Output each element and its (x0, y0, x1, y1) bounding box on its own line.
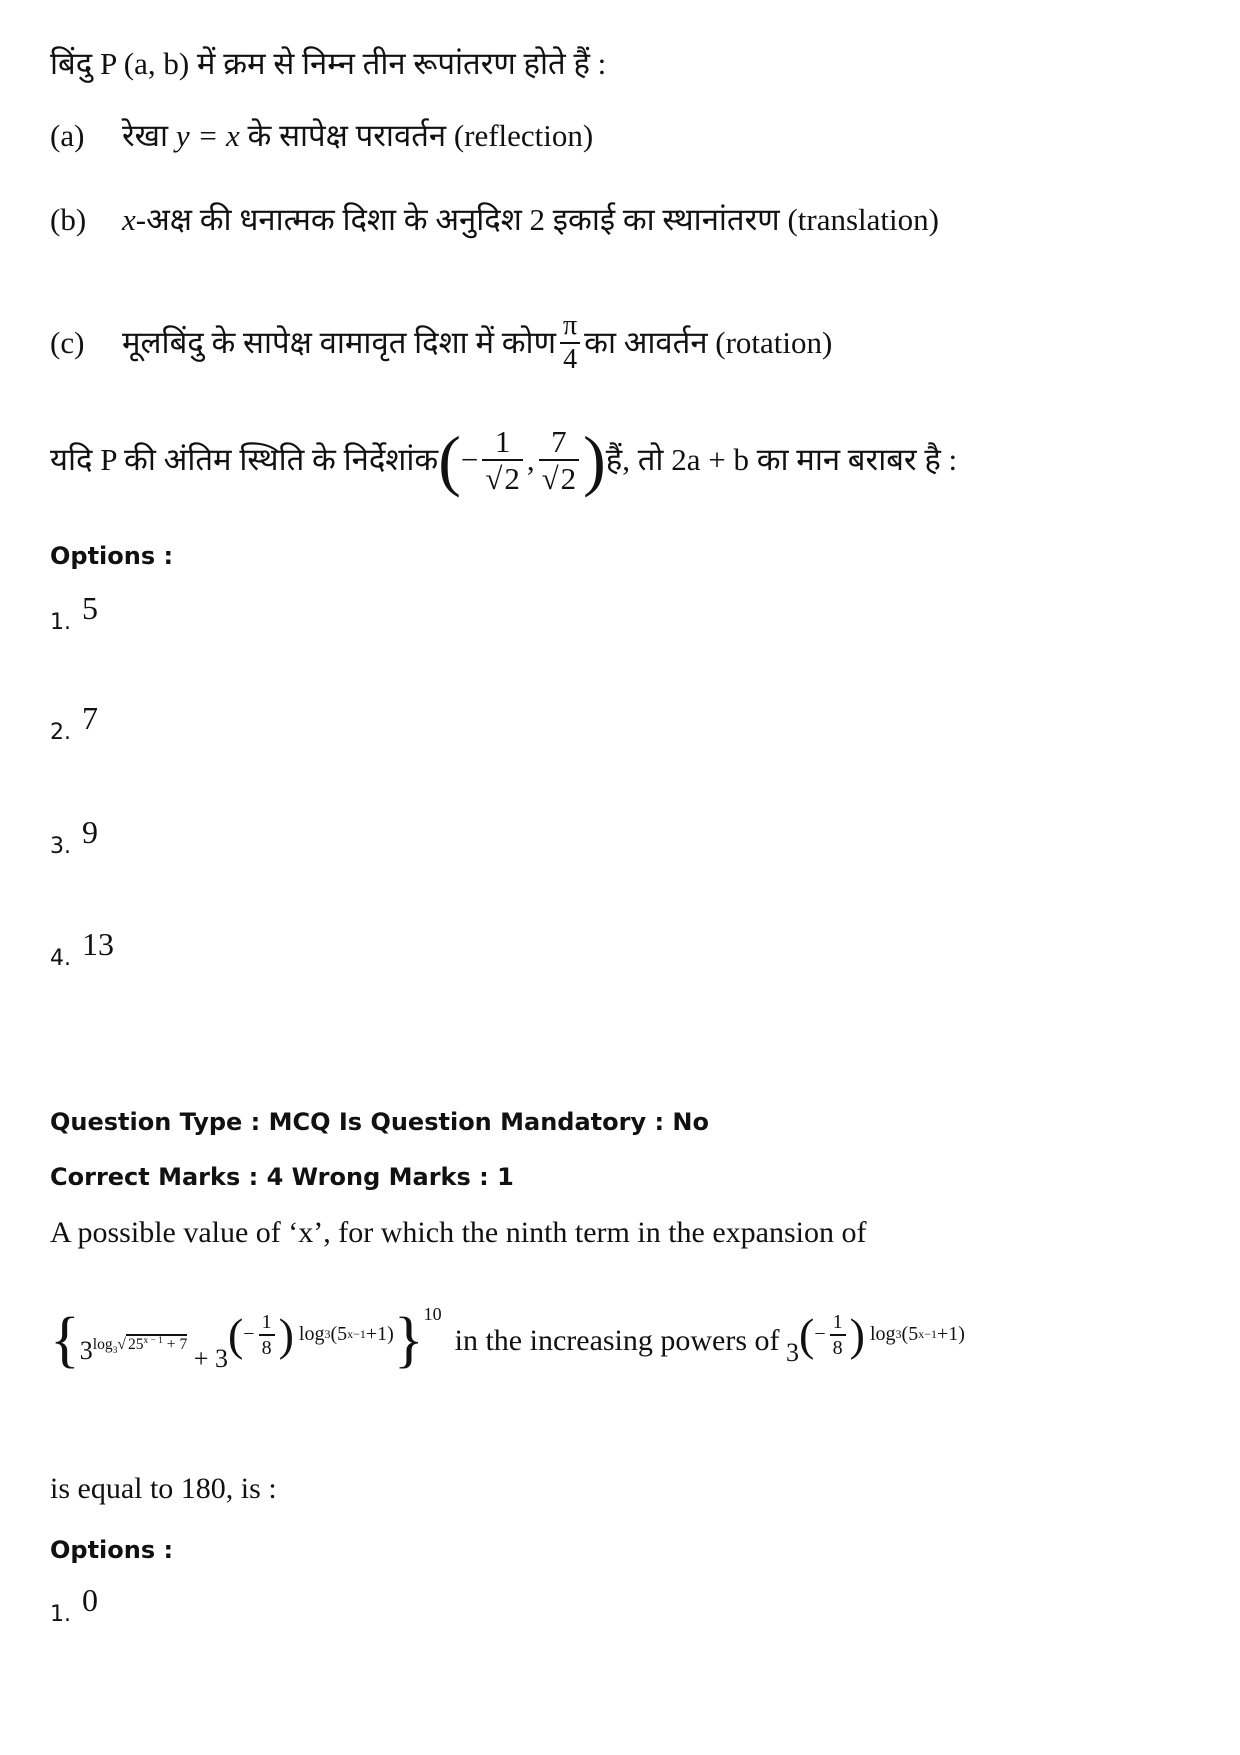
option-2[interactable]: 2. 7 (50, 700, 98, 745)
final-post: हैं, तो 2a + b का मान बराबर है : (605, 442, 958, 477)
mid-text: in the increasing powers of (454, 1323, 780, 1357)
stem-end: is equal to 180, is : (50, 1472, 277, 1505)
part-c-pre: मूलबिंदु के सापेक्ष वामावृत दिशा में कोण (122, 325, 556, 360)
part-b-text: -अक्ष की धनात्मक दिशा के अनुदिश 2 इकाई का स्थानांतरण (translation) (135, 202, 939, 237)
marks-line: Correct Marks : 4 Wrong Marks : 1 (50, 1163, 514, 1191)
part-a-label: (a) (50, 118, 85, 153)
option-3[interactable]: 3. 9 (50, 814, 98, 859)
open-brace: { (50, 1306, 80, 1374)
close-brace: } (393, 1306, 424, 1374)
option-4[interactable]: 4. 13 (50, 926, 114, 971)
part-c-label: (c) (50, 325, 85, 360)
plus-three: + 3 (193, 1343, 228, 1373)
final-position-line: यदि P की अंतिम स्थिति के निर्देशांक ( − $\frac{1}{√2}$ , $\frac{7}{√2}$ ) हैं, तो 2a + b का मान बराबर है : (50, 422, 958, 498)
part-b (50, 200, 939, 240)
part-b-math: x (122, 202, 136, 237)
powers-of-exponent: ( − $\frac{1}{8}$ ) log 3 (5 x−1 +1) (799, 1309, 965, 1360)
part-c (50, 312, 832, 374)
question-type-line: Question Type : MCQ Is Question Mandatory : No (50, 1108, 709, 1136)
expansion-expression: { $3^{log_3√ 25^{x - 1} + 7}$ + 3 ( − $\frac{1}{8}$ ) log 3 (5 x−1 +1) } $^{10}$ in the increasing powers of 3 ( − $\frac{1}{8}$ ) log 3 (5 x−1 +1) (50, 1304, 965, 1374)
option-1[interactable]: 1. 5 (50, 590, 98, 635)
coord-y-fraction: $\frac{7}{√2}$ (539, 426, 580, 494)
options-heading-2: Options : (50, 1536, 174, 1564)
open-paren: ( (438, 422, 461, 498)
final-pre: यदि P की अंतिम स्थिति के निर्देशांक (50, 442, 439, 477)
angle-fraction: $\frac{\pi}{4}$ (560, 312, 580, 374)
term-2-exponent: ( − $\frac{1}{8}$ ) log 3 (5 x−1 +1) (227, 1309, 394, 1360)
part-b-label: (b) (50, 202, 87, 237)
part-c-post: का आवर्तन (rotation) (584, 325, 833, 360)
part-a (50, 116, 593, 156)
term-1: $3^{log_3√ 25^{x - 1} + 7}$ (79, 1335, 188, 1365)
option-q2-1[interactable]: 1. 0 (50, 1582, 98, 1627)
close-paren: ) (583, 422, 606, 498)
power-ten: 10 (423, 1304, 442, 1324)
minus-sign: − (460, 442, 479, 477)
part-a-math: y = x (175, 118, 240, 153)
options-heading-1: Options : (50, 542, 174, 570)
coord-x-fraction: $\frac{1}{√2}$ (482, 426, 523, 494)
part-a-post: के सापेक्ष परावर्तन (reflection) (247, 118, 594, 153)
question-intro: बिंदु P (a, b) में क्रम से निम्न तीन रूपांतरण होते हैं : (50, 46, 607, 81)
question-stem: A possible value of ‘x’, for which the ninth term in the expansion of (50, 1216, 867, 1249)
part-a-pre: रेखा (122, 118, 169, 153)
